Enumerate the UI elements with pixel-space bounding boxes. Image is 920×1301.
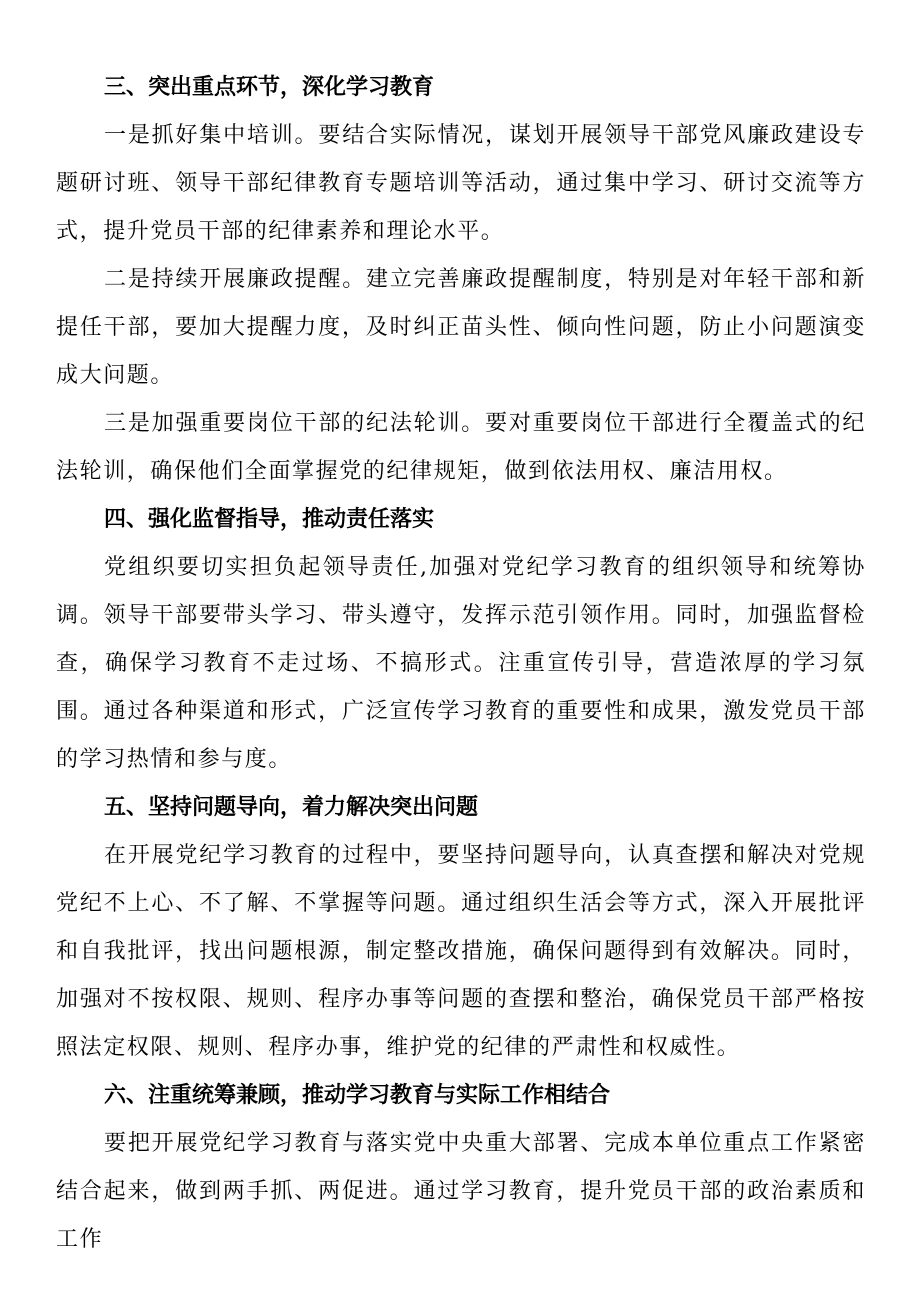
- section-heading: 六、注重统筹兼顾，推动学习教育与实际工作相结合: [104, 1083, 611, 1108]
- paragraph: 三是加强重要岗位干部的纪法轮训。要对重要岗位干部进行全覆盖式的纪法轮训，确保他们全面掌握党的纪律规矩，做到依法用权、廉洁用权。: [56, 411, 866, 484]
- paragraph: 党组织要切实担负起领导责任,加强对党纪学习教育的组织领导和统筹协调。领导干部要带头学习、带头遵守，发挥示范引领作用。同时，加强监督检查，确保学习教育不走过场、不搞形式。注重宣传引导，营造浓厚的学习氛围。通过各种渠道和形式，广泛宣传学习教育的重要性和成果，激发党员干部的学习热情和参与度。: [56, 555, 866, 772]
- paragraph: 在开展党纪学习教育的过程中，要坚持问题导向，认真查摆和解决对党规党纪不上心、不了解、不掌握等问题。通过组织生活会等方式，深入开展批评和自我批评，找出问题根源，制定整改措施，确保问题得到有效解决。同时，加强对不按权限、规则、程序办事等问题的查摆和整治，确保党员干部严格按照法定权限、规则、程序办事，维护党的纪律的严肃性和权威性。: [56, 843, 866, 1060]
- section-heading: 五、坚持问题导向，着力解决突出问题: [104, 795, 479, 820]
- paragraph: 要把开展党纪学习教育与落实党中央重大部署、完成本单位重点工作紧密结合起来，做到两手抓、两促进。通过学习教育，提升党员干部的政治素质和工作: [56, 1131, 866, 1252]
- section-heading: 三、突出重点环节，深化学习教育: [104, 75, 435, 100]
- paragraph: 一是抓好集中培训。要结合实际情况，谋划开展领导干部党风廉政建设专题研讨班、领导干部纪律教育专题培训等活动，通过集中学习、研讨交流等方式，提升党员干部的纪律素养和理论水平。: [56, 123, 866, 244]
- section-heading: 四、强化监督指导，推动责任落实: [104, 507, 435, 532]
- document-body: [56, 64, 866, 1264]
- paragraph: 二是持续开展廉政提醒。建立完善廉政提醒制度，特别是对年轻干部和新提任干部，要加大提醒力度，及时纠正苗头性、倾向性问题，防止小问题演变成大问题。: [56, 267, 866, 388]
